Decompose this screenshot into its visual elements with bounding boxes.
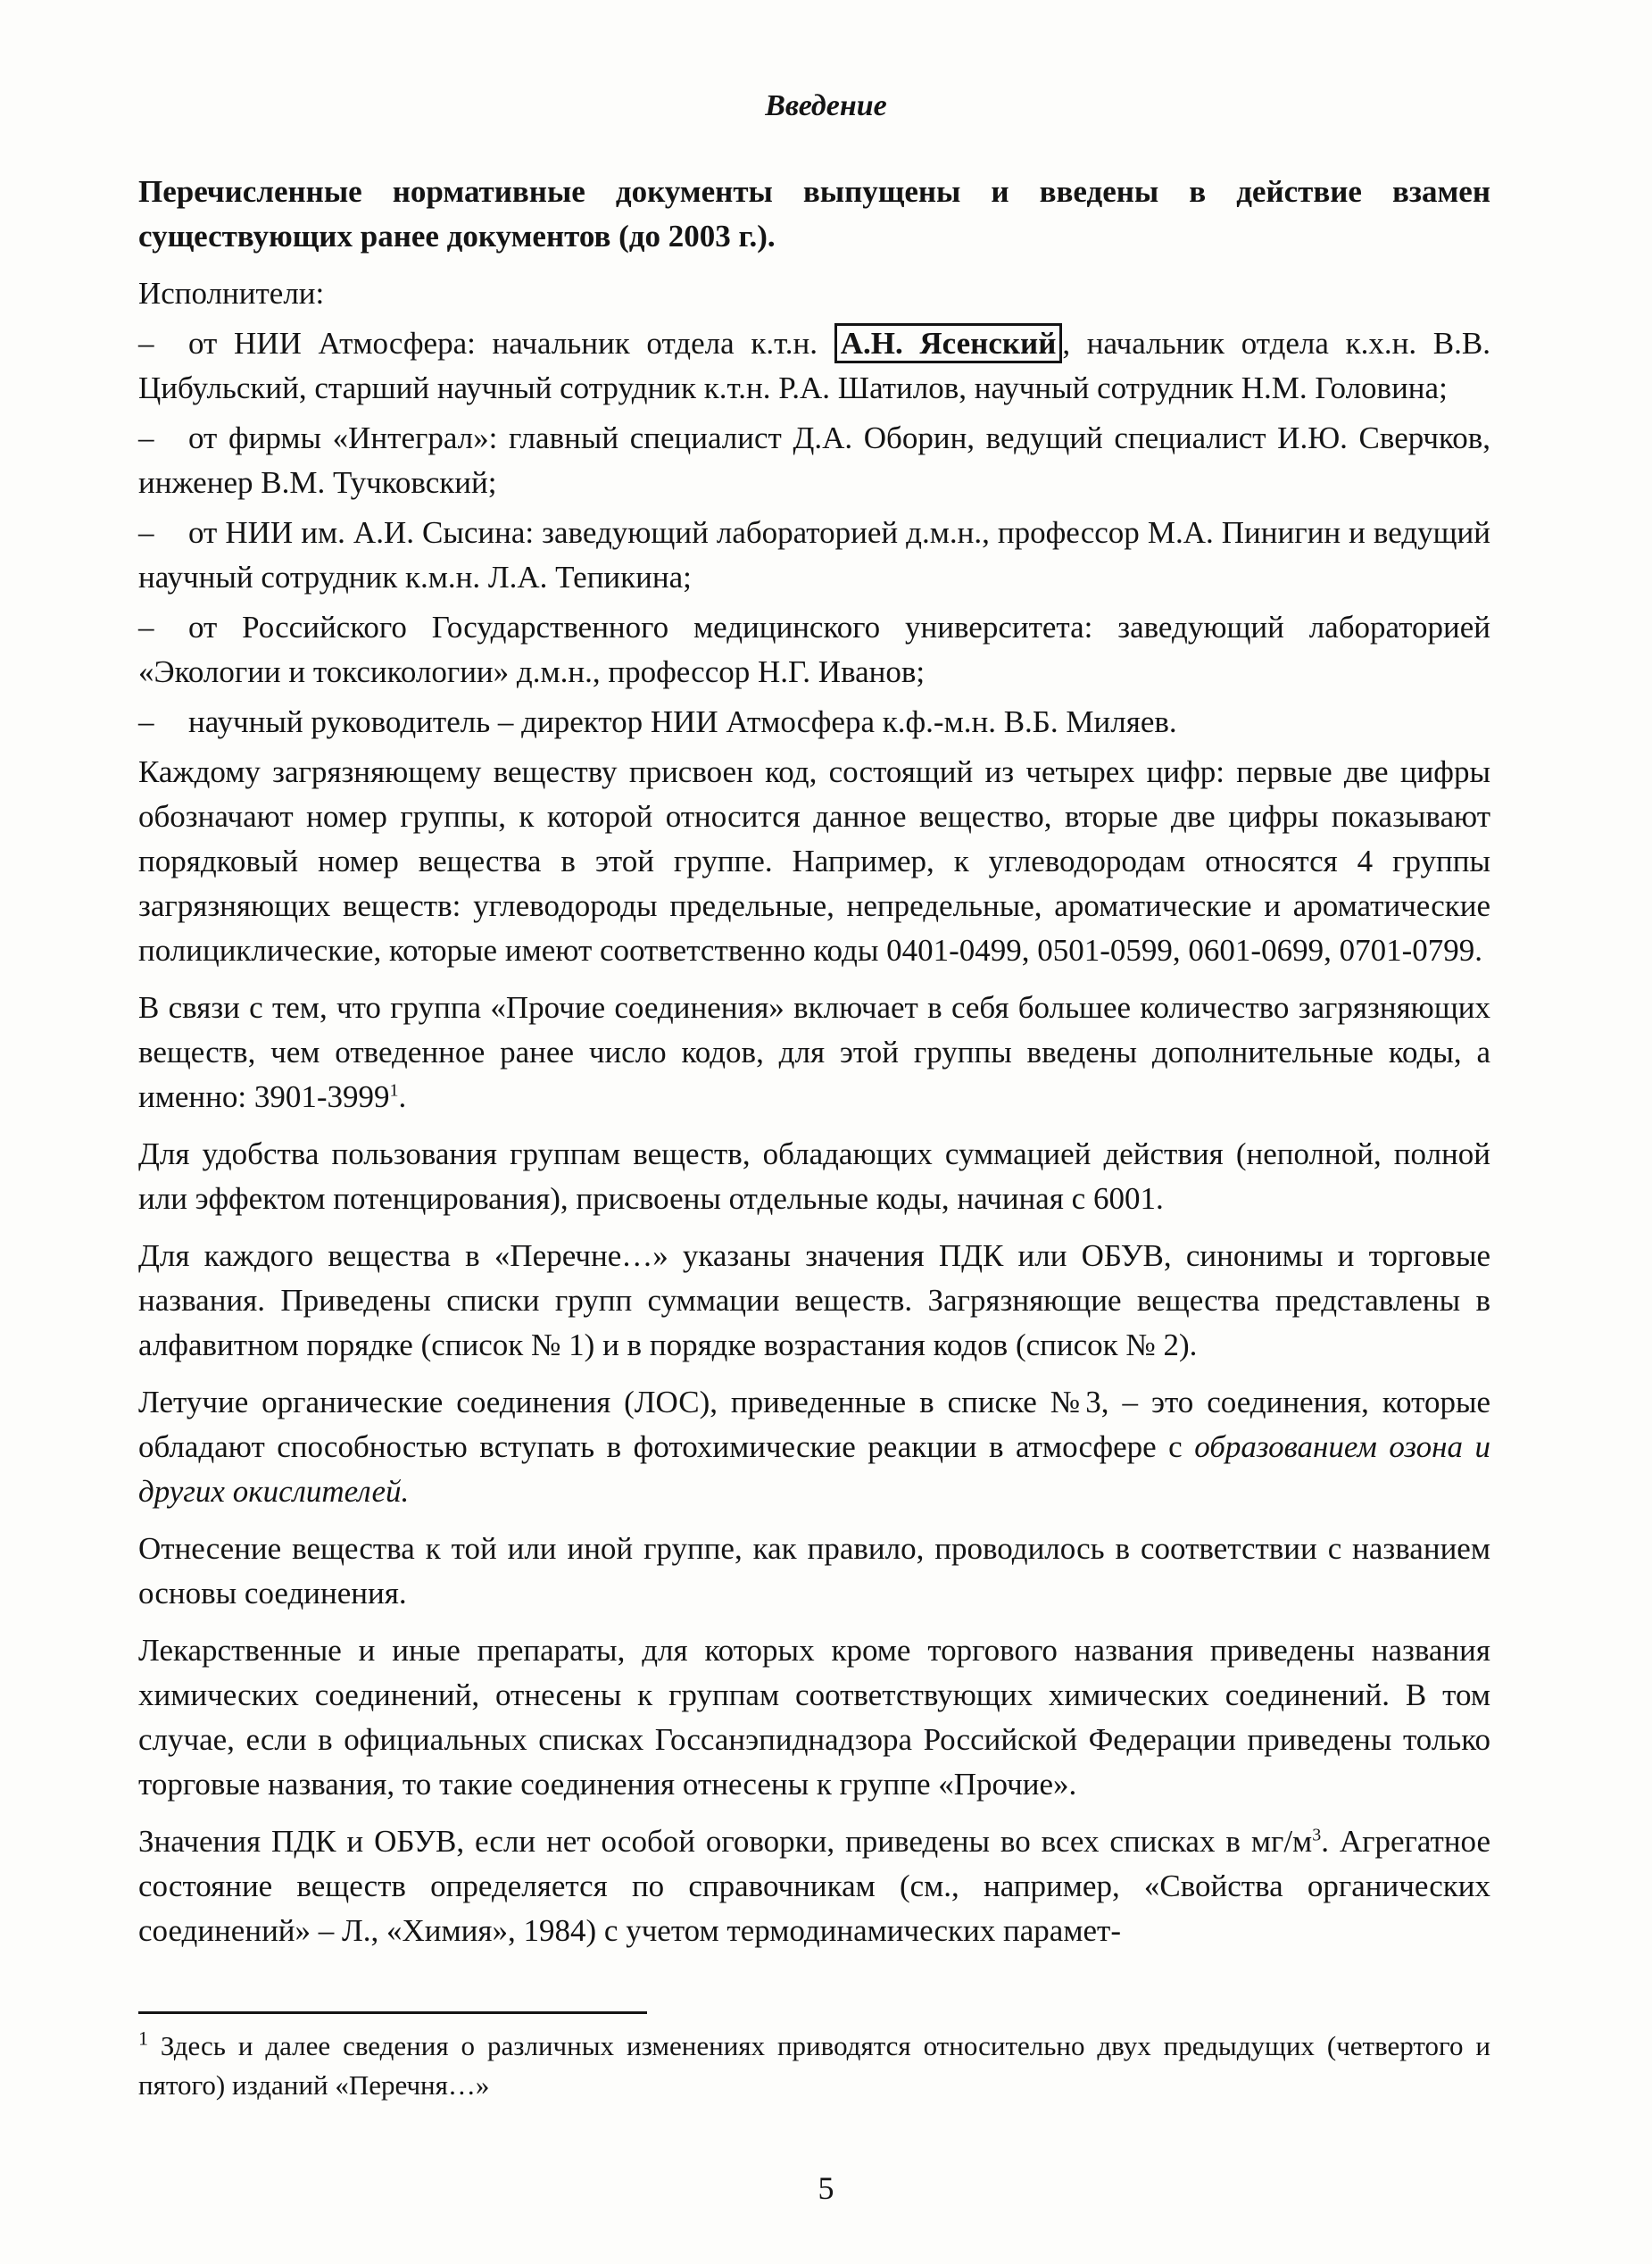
- executor-item: [138, 511, 1490, 600]
- italic-text: образованием озона и других окислителей.: [138, 1429, 1491, 1509]
- boxed-name: А.Н. Ясенский: [834, 323, 1063, 363]
- executor-text: от Российского Государственного медицинского университета: заведующий лабораторией «Экологии и токсикологии» д.м.н., профессор Н.Г. Иванов;: [138, 610, 1490, 689]
- executor-item: [138, 416, 1490, 505]
- executors-label: Исполнители:: [138, 276, 325, 311]
- paragraph-text: Значения ПДК и ОБУВ, если нет особой оговорки, приведены во всех списках в мг/м: [138, 1824, 1313, 1859]
- executor-text: от НИИ Атмосфера: начальник отдела к.т.н.: [188, 326, 834, 361]
- dash-marker: –: [138, 610, 154, 645]
- executor-item: [138, 605, 1490, 695]
- paragraph-medicines: Лекарственные и иные препараты, для которых кроме торгового названия приведены названия химических соединений, отнесены к группам соответствующих химических соединений. В том случае, если в официальных списках Госсанэпиднадзора Российской Федерации приведены только торговые названия, то такие соединения отнесены к группе «Прочие».: [138, 1633, 1490, 1802]
- intro-paragraph: Перечисленные нормативные документы выпущены и введены в действие взамен существующих ранее документов (до 2003 г.).: [138, 174, 1490, 254]
- paragraph-codes: Каждому загрязняющему веществу присвоен код, состоящий из четырех цифр: первые две цифры обозначают номер группы, к которой относится данное вещество, вторые две цифры показывают порядковый номер вещества в этой группе. Например, к углеводородам относятся 4 группы загрязняющих веществ: углеводороды предельные, непредельные, ароматические и ароматические полициклические, которые имеют соответственно коды 0401-0499, 0501-0599, 0601-0699, 0701-0799.: [138, 754, 1490, 968]
- unit-superscript: 3: [1312, 1825, 1322, 1845]
- footnote-ref: 1: [389, 1080, 399, 1101]
- page-body: [138, 170, 1490, 1966]
- executor-text-after: , начальник отдела к.х.н. В.В. Цибульский, старший научный сотрудник к.т.н. Р.А. Шатилов, научный сотрудник Н.М. Головина;: [138, 326, 1490, 405]
- dash-marker: –: [138, 515, 154, 550]
- executor-text: от фирмы «Интеграл»: главный специалист Д.А. Оборин, ведущий специалист И.Ю. Сверчков, инженер В.М. Тучковский;: [138, 420, 1490, 500]
- executor-text: от НИИ им. А.И. Сысина: заведующий лабораторией д.м.н., профессор М.А. Пинигин и ведущий научный сотрудник к.м.н. Л.А. Тепикина;: [138, 515, 1490, 595]
- dash-marker: –: [138, 704, 154, 739]
- executor-item: [138, 321, 1490, 411]
- executor-text: научный руководитель – директор НИИ Атмосфера к.ф.-м.н. В.Б. Миляев.: [188, 704, 1177, 739]
- dash-marker: –: [138, 326, 154, 361]
- paragraph-voc: [138, 1380, 1490, 1514]
- executor-item: [138, 700, 1490, 745]
- footnote-marker: 1: [138, 2027, 148, 2050]
- dash-marker: –: [138, 420, 154, 455]
- paragraph-end: .: [398, 1079, 407, 1114]
- footnote-text: Здесь и далее сведения о различных изменениях приводятся относительно двух предыдущих (четвертого и пятого) изданий «Перечня…»: [138, 2030, 1490, 2101]
- paragraph-lists: Для каждого вещества в «Перечне…» указаны значения ПДК или ОБУВ, синонимы и торговые названия. Приведены списки групп суммации веществ. Загрязняющие вещества представлены в алфавитном порядке (список № 1) и в порядке возрастания кодов (список № 2).: [138, 1238, 1490, 1362]
- paragraph-rest: . Агрегатное состояние веществ определяется по справочникам (см., например, «Свойства органических соединений» – Л., «Химия», 1984) с учетом термодинамических парамет-: [138, 1824, 1491, 1948]
- footnote-divider: [138, 2011, 647, 2014]
- footnote: [138, 2027, 1490, 2105]
- paragraph-units: [138, 1819, 1490, 1953]
- paragraph-summation: Для удобства пользования группам веществ, обладающих суммацией действия (неполной, полной или эффектом потенцирования), присвоены отдельные коды, начиная с 6001.: [138, 1136, 1490, 1216]
- paragraph-grouping: Отнесение вещества к той или иной группе, как правило, проводилось в соответствии с названием основы соединения.: [138, 1531, 1490, 1611]
- running-head: Введение: [765, 89, 887, 122]
- page-number: 5: [818, 2170, 834, 2206]
- paragraph-text: Летучие органические соединения (ЛОС), приведенные в списке №3, – это соединения, которые обладают способностью вступать в фотохимические реакции в атмосфере с: [138, 1385, 1490, 1464]
- paragraph-text: В связи с тем, что группа «Прочие соединения» включает в себя большее количество загрязняющих веществ, чем отведенное ранее число кодов, для этой группы введены дополнительные коды, а именно: 3901-3999: [138, 990, 1490, 1114]
- paragraph-other-compounds: [138, 986, 1490, 1120]
